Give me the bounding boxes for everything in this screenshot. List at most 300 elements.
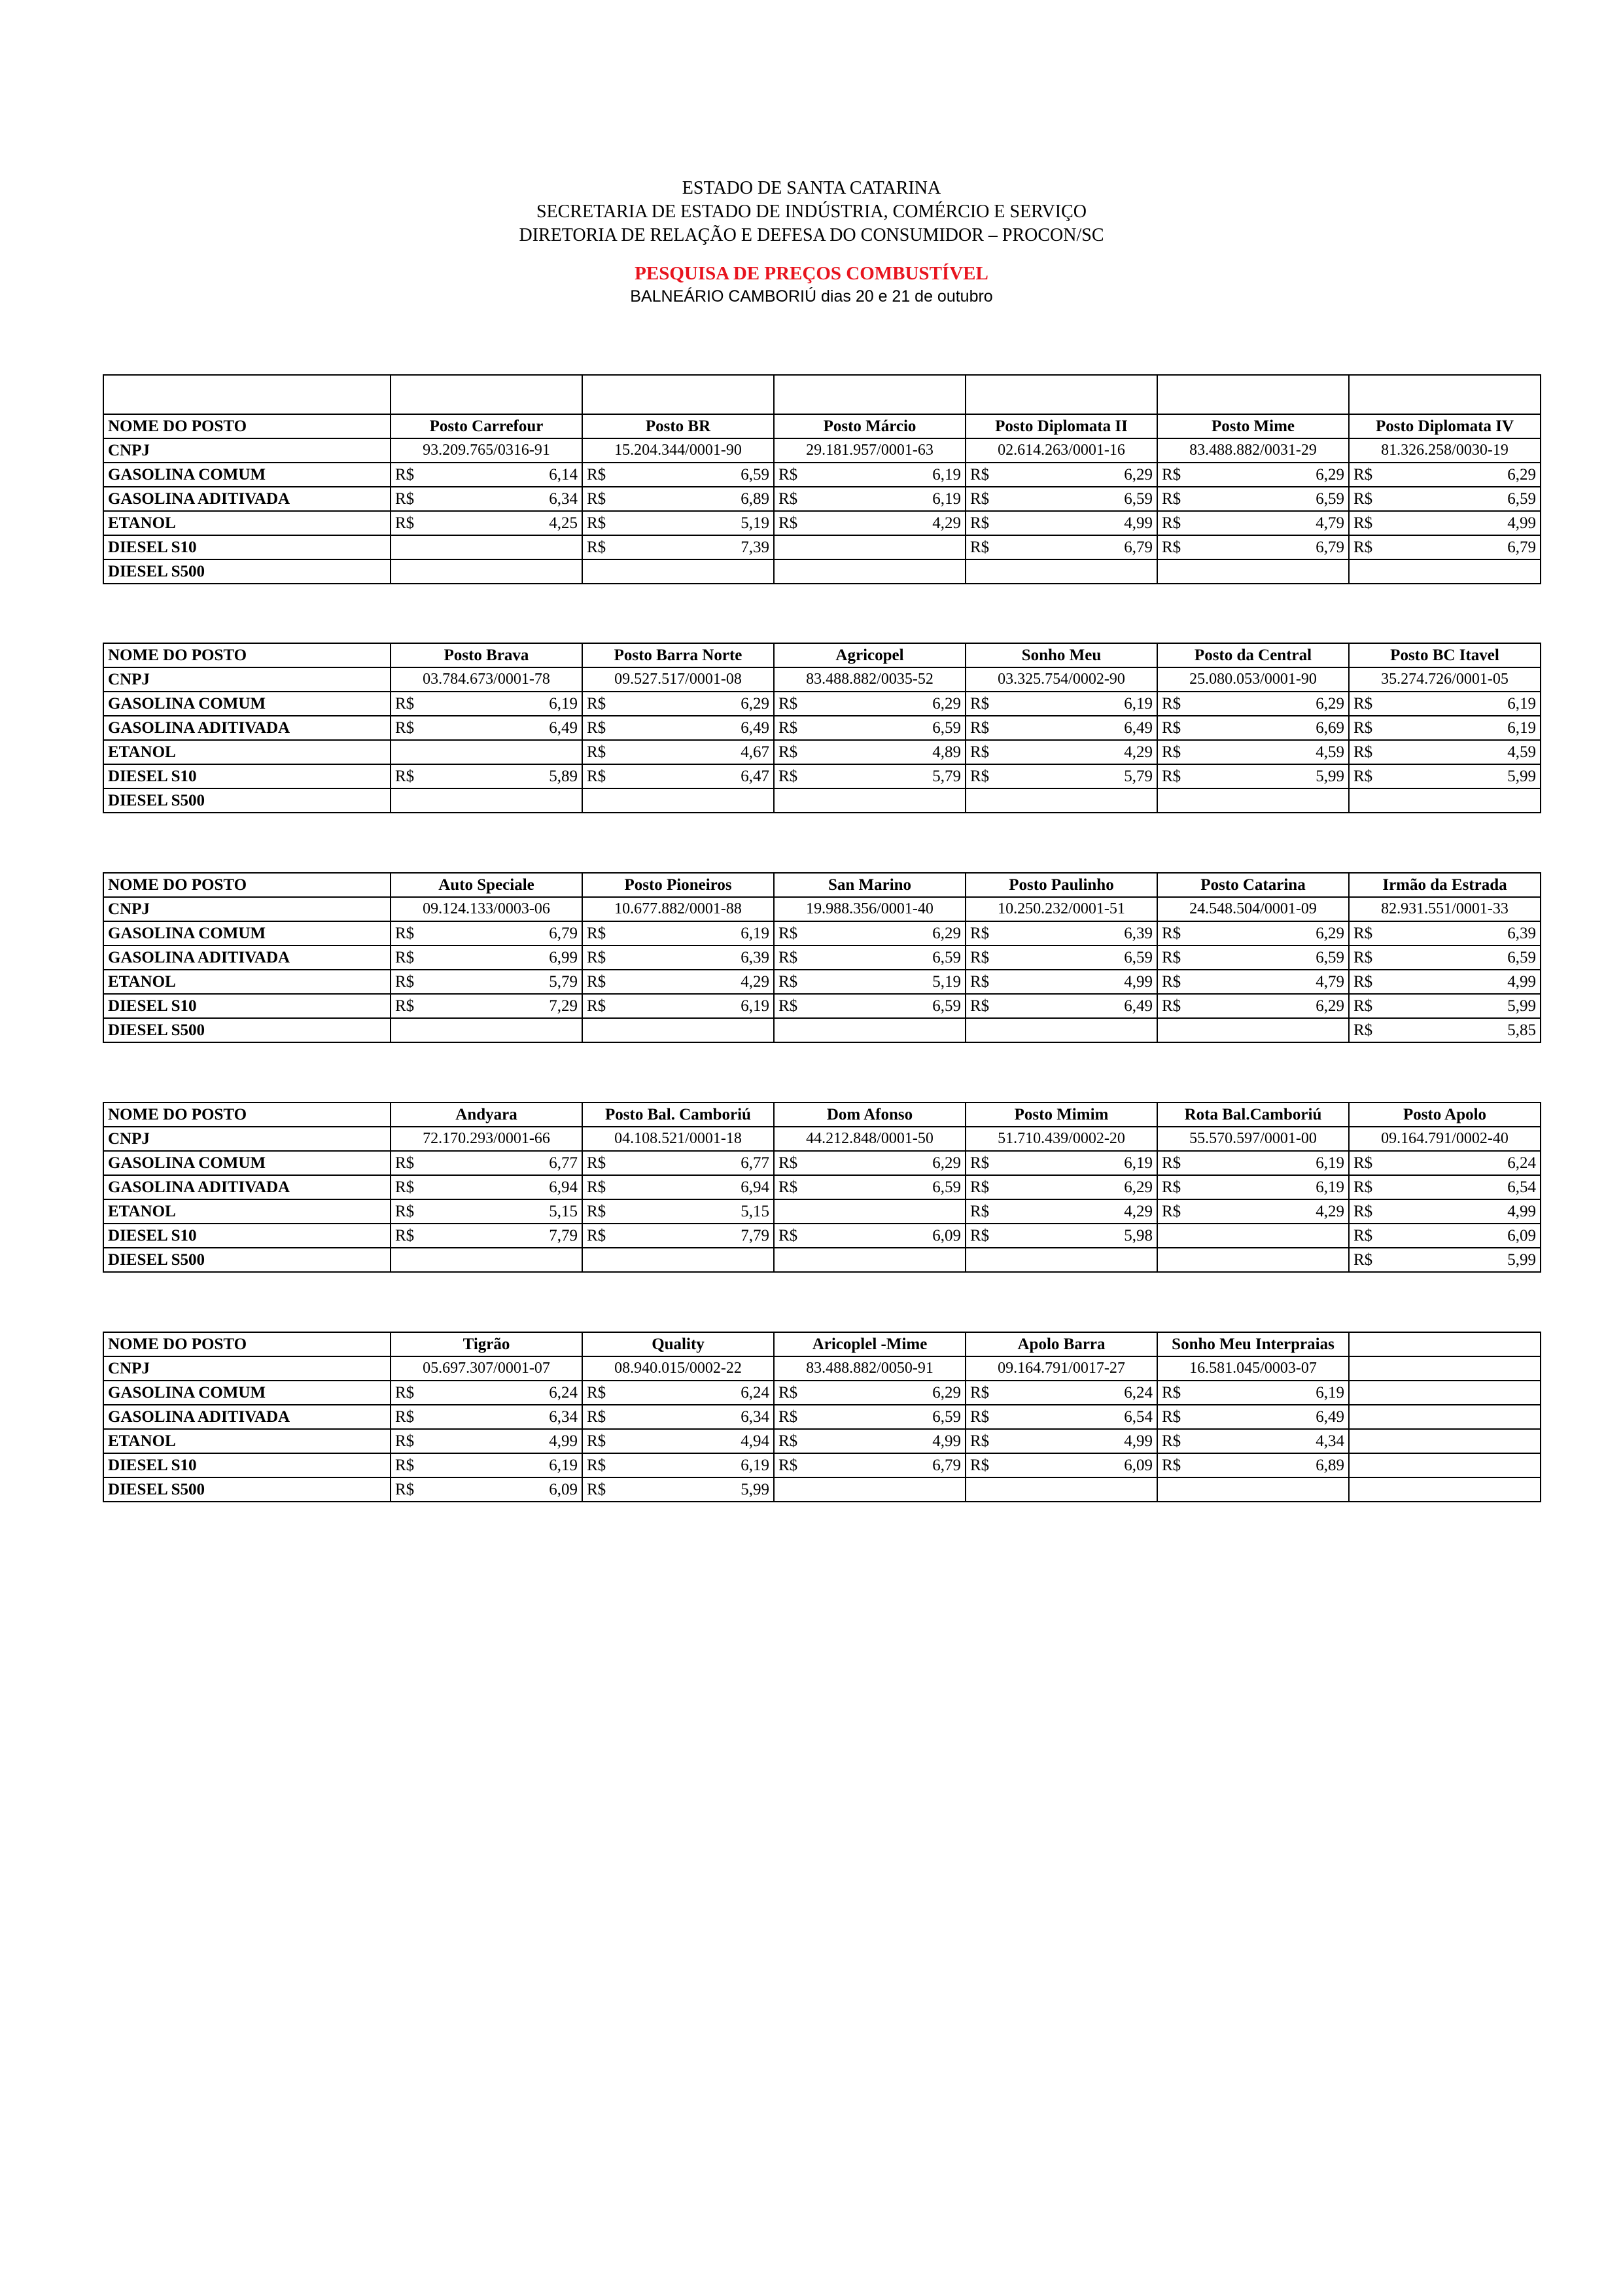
blank-cell [582,375,774,414]
table-row [103,1151,1541,1175]
price-cell [582,1151,774,1175]
station-cnpj: 83.488.882/0035-52 [774,667,966,692]
currency-symbol: R$ [970,924,990,942]
currency-symbol: R$ [970,465,990,484]
price-cell [1157,764,1349,788]
station-cnpj: 81.326.258/0030-19 [1349,438,1541,463]
price-cell [966,740,1157,764]
currency-symbol: R$ [778,1226,798,1245]
station-cnpj: 72.170.293/0001-66 [391,1127,582,1151]
price-cell [391,1018,582,1042]
currency-symbol: R$ [587,489,606,508]
currency-symbol: R$ [778,489,798,508]
price-value: 7,29 [549,997,578,1015]
price-cell [1349,970,1541,994]
currency-symbol: R$ [395,1178,415,1196]
price-value: 6,29 [1316,924,1344,942]
price-value: 4,29 [932,514,961,532]
price-value: 6,89 [741,489,769,508]
currency-symbol: R$ [587,1178,606,1196]
currency-symbol: R$ [970,972,990,991]
price-value: 6,77 [549,1154,578,1172]
currency-symbol: R$ [778,924,798,942]
price-value: 7,39 [741,538,769,556]
price-value: 6,79 [932,1456,961,1474]
currency-symbol: R$ [1353,1178,1373,1196]
price-value: 6,77 [741,1154,769,1172]
table-row [103,945,1541,970]
currency-symbol: R$ [1353,489,1373,508]
row-label: GASOLINA ADITIVADA [103,945,391,970]
document-header [0,177,1623,308]
currency-symbol: R$ [587,997,606,1015]
price-value: 6,79 [1124,538,1153,556]
price-cell [582,1175,774,1199]
price-value: 5,19 [741,514,769,532]
price-cell [1349,487,1541,511]
currency-symbol: R$ [395,924,415,942]
price-cell [391,1453,582,1477]
currency-symbol: R$ [1353,1226,1373,1245]
currency-symbol: R$ [970,538,990,556]
price-cell [582,1224,774,1248]
price-value: 6,39 [741,948,769,966]
station-cnpj: 83.488.882/0031-29 [1157,438,1349,463]
price-value: 6,89 [1316,1456,1344,1474]
price-cell [966,511,1157,535]
price-value: 4,99 [1124,514,1153,532]
price-value: 4,99 [1507,1202,1536,1220]
price-cell [1349,945,1541,970]
row-label: GASOLINA COMUM [103,921,391,945]
price-value: 6,94 [741,1178,769,1196]
currency-symbol: R$ [1162,489,1181,508]
station-name: Posto da Central [1157,643,1349,667]
price-value: 6,19 [1316,1178,1344,1196]
price-table [103,374,1541,584]
price-value: 6,39 [1124,924,1153,942]
price-value: 6,79 [549,924,578,942]
currency-symbol: R$ [778,948,798,966]
row-label: ETANOL [103,740,391,764]
currency-symbol: R$ [1353,948,1373,966]
currency-symbol: R$ [1162,743,1181,761]
currency-symbol: R$ [778,1456,798,1474]
currency-symbol: R$ [587,694,606,713]
price-cell [582,559,774,584]
currency-symbol: R$ [587,767,606,785]
station-name: Posto Diplomata IV [1349,414,1541,438]
row-label: DIESEL S500 [103,559,391,584]
currency-symbol: R$ [587,718,606,737]
currency-symbol: R$ [587,1407,606,1426]
currency-symbol: R$ [970,694,990,713]
price-value: 6,09 [932,1226,961,1245]
table-row [103,740,1541,764]
price-cell [774,716,966,740]
currency-symbol: R$ [1162,997,1181,1015]
station-cnpj: 09.164.791/0002-40 [1349,1127,1541,1151]
price-cell [391,716,582,740]
price-value: 6,19 [932,465,961,484]
table-row [103,692,1541,716]
price-cell [774,559,966,584]
price-cell [582,487,774,511]
row-label: GASOLINA ADITIVADA [103,716,391,740]
price-cell [966,463,1157,487]
price-cell [582,1453,774,1477]
station-cnpj: 10.677.882/0001-88 [582,897,774,921]
currency-symbol: R$ [395,972,415,991]
station-name: Posto Mime [1157,414,1349,438]
price-cell [1157,788,1349,813]
station-cnpj: 25.080.053/0001-90 [1157,667,1349,692]
station-cnpj: 09.527.517/0001-08 [582,667,774,692]
station-name: Posto Brava [391,643,582,667]
header-state: ESTADO DE SANTA CATARINA [682,178,941,198]
table-row [103,1175,1541,1199]
price-value: 6,49 [549,718,578,737]
currency-symbol: R$ [1353,1250,1373,1269]
station-cnpj: 16.581.045/0003-07 [1157,1356,1349,1381]
price-cell [774,764,966,788]
currency-symbol: R$ [970,514,990,532]
currency-symbol: R$ [587,1432,606,1450]
price-value: 6,29 [1507,465,1536,484]
price-value: 6,19 [1316,1383,1344,1402]
row-label: CNPJ [103,1356,391,1381]
price-value: 6,59 [1316,489,1344,508]
currency-symbol: R$ [395,1480,415,1498]
price-cell [1157,1453,1349,1477]
price-value: 6,09 [549,1480,578,1498]
price-value: 6,19 [1124,694,1153,713]
price-value: 5,89 [549,767,578,785]
row-label: CNPJ [103,667,391,692]
price-value: 6,29 [741,694,769,713]
price-value: 6,34 [741,1407,769,1426]
price-cell [966,1224,1157,1248]
table-row [103,1224,1541,1248]
document-subtitle: BALNEÁRIO CAMBORIÚ dias 20 e 21 de outubro [630,287,993,306]
price-cell [582,1477,774,1502]
station-name: Posto Márcio [774,414,966,438]
price-cell [391,1381,582,1405]
price-cell [1157,1199,1349,1224]
price-value: 4,29 [1124,1202,1153,1220]
row-label: DIESEL S500 [103,1248,391,1272]
currency-symbol: R$ [587,743,606,761]
price-cell [582,1248,774,1272]
table-row [103,535,1541,559]
price-cell [1157,559,1349,584]
price-value: 5,99 [1507,997,1536,1015]
blank-cell [1349,375,1541,414]
price-cell [1157,1224,1349,1248]
currency-symbol: R$ [1162,718,1181,737]
station-name: Posto Bal. Camboriú [582,1103,774,1127]
row-label: ETANOL [103,1199,391,1224]
price-value: 5,19 [932,972,961,991]
price-value: 5,79 [932,767,961,785]
currency-symbol: R$ [778,1154,798,1172]
price-cell [1349,1224,1541,1248]
price-cell [966,945,1157,970]
currency-symbol: R$ [1162,694,1181,713]
price-cell [1157,740,1349,764]
station-name: Tigrão [391,1332,582,1356]
price-cell [391,921,582,945]
currency-symbol: R$ [778,1178,798,1196]
price-value: 6,59 [1507,948,1536,966]
currency-symbol: R$ [395,1432,415,1450]
price-cell [774,1175,966,1199]
price-cell [966,994,1157,1018]
station-name: Dom Afonso [774,1103,966,1127]
price-value: 4,99 [932,1432,961,1450]
price-cell [391,945,582,970]
currency-symbol: R$ [778,767,798,785]
blank-cell [391,375,582,414]
currency-symbol: R$ [1162,948,1181,966]
currency-symbol: R$ [395,1202,415,1220]
price-cell [774,1381,966,1405]
currency-symbol: R$ [970,743,990,761]
station-cnpj: 02.614.263/0001-16 [966,438,1157,463]
header-directorate: DIRETORIA DE RELAÇÃO E DEFESA DO CONSUMIDOR – PROCON/SC [519,225,1104,245]
price-cell [774,970,966,994]
currency-symbol: R$ [970,1383,990,1402]
price-cell [391,1248,582,1272]
station-cnpj: 29.181.957/0001-63 [774,438,966,463]
station-cnpj: 44.212.848/0001-50 [774,1127,966,1151]
price-value: 5,99 [1507,1250,1536,1269]
price-cell [1349,1151,1541,1175]
price-value: 6,39 [1507,924,1536,942]
price-cell [1157,692,1349,716]
price-value: 6,29 [932,1383,961,1402]
currency-symbol: R$ [1353,1154,1373,1172]
currency-symbol: R$ [1162,538,1181,556]
station-name: Auto Speciale [391,873,582,897]
currency-symbol: R$ [1353,1202,1373,1220]
table-row [103,994,1541,1018]
currency-symbol: R$ [395,718,415,737]
table-row [103,1018,1541,1042]
table-row [103,921,1541,945]
currency-symbol: R$ [970,1226,990,1245]
price-cell [774,994,966,1018]
currency-symbol: R$ [970,1456,990,1474]
currency-symbol: R$ [1162,514,1181,532]
price-cell [391,1224,582,1248]
currency-symbol: R$ [970,1154,990,1172]
price-cell [966,921,1157,945]
price-table [103,1332,1541,1502]
station-name: Sonho Meu [966,643,1157,667]
price-cell [391,1151,582,1175]
price-cell [582,1018,774,1042]
station-name: Posto Mimim [966,1103,1157,1127]
table-row [103,1453,1541,1477]
price-cell [774,1405,966,1429]
price-cell [774,535,966,559]
currency-symbol: R$ [970,997,990,1015]
price-cell [1157,487,1349,511]
row-label: DIESEL S500 [103,1477,391,1502]
station-name: Andyara [391,1103,582,1127]
price-cell [1157,1429,1349,1453]
station-cnpj: 35.274.726/0001-05 [1349,667,1541,692]
price-value: 6,19 [549,1456,578,1474]
table-row [103,873,1541,897]
station-name: San Marino [774,873,966,897]
price-cell [391,511,582,535]
blank-cell [103,375,391,414]
price-value: 6,09 [1507,1226,1536,1245]
price-cell [391,1429,582,1453]
table-row [103,764,1541,788]
price-value: 6,59 [1124,948,1153,966]
table-row [103,463,1541,487]
price-value: 6,47 [741,767,769,785]
currency-symbol: R$ [1162,1407,1181,1426]
station-name: Posto Diplomata II [966,414,1157,438]
price-cell [1157,1248,1349,1272]
price-value: 6,29 [932,694,961,713]
price-cell [774,1453,966,1477]
price-cell [1349,463,1541,487]
price-value: 6,29 [1316,465,1344,484]
price-cell [582,511,774,535]
price-value: 7,79 [741,1226,769,1245]
price-value: 6,54 [1124,1407,1153,1426]
price-cell [774,487,966,511]
currency-symbol: R$ [1353,1021,1373,1039]
currency-symbol: R$ [587,972,606,991]
price-value: 4,99 [549,1432,578,1450]
price-cell [966,716,1157,740]
price-cell [582,994,774,1018]
currency-symbol: R$ [1162,1456,1181,1474]
row-label: CNPJ [103,897,391,921]
price-cell [1157,1477,1349,1502]
price-value: 5,79 [549,972,578,991]
price-value: 6,19 [549,694,578,713]
price-cell [1157,1018,1349,1042]
row-label: CNPJ [103,1127,391,1151]
price-value: 6,24 [1124,1383,1153,1402]
price-cell [966,764,1157,788]
currency-symbol: R$ [778,997,798,1015]
price-cell [774,1199,966,1224]
price-cell [966,1199,1157,1224]
table-blank-row [103,375,1541,414]
price-value: 6,69 [1316,718,1344,737]
currency-symbol: R$ [395,1226,415,1245]
price-cell [391,970,582,994]
price-cell [1349,1248,1541,1272]
price-cell [582,1405,774,1429]
station-cnpj: 51.710.439/0002-20 [966,1127,1157,1151]
price-cell [1349,994,1541,1018]
price-cell [1157,716,1349,740]
currency-symbol: R$ [395,1154,415,1172]
price-value: 6,59 [932,1178,961,1196]
price-cell [1157,994,1349,1018]
price-value: 5,99 [741,1480,769,1498]
price-cell [391,692,582,716]
station-name: Sonho Meu Interpraias [1157,1332,1349,1356]
row-label: NOME DO POSTO [103,643,391,667]
price-cell [966,559,1157,584]
price-value: 6,19 [1507,694,1536,713]
currency-symbol: R$ [587,948,606,966]
price-value: 5,99 [1316,767,1344,785]
price-cell [966,1175,1157,1199]
currency-symbol: R$ [778,1383,798,1402]
station-name: Posto Apolo [1349,1103,1541,1127]
price-cell [582,788,774,813]
currency-symbol: R$ [395,1456,415,1474]
station-name: Posto Pioneiros [582,873,774,897]
currency-symbol: R$ [395,514,415,532]
currency-symbol: R$ [587,538,606,556]
station-cnpj: 15.204.344/0001-90 [582,438,774,463]
row-label: GASOLINA COMUM [103,1381,391,1405]
price-value: 4,29 [741,972,769,991]
price-value: 6,19 [932,489,961,508]
currency-symbol: R$ [778,1432,798,1450]
currency-symbol: R$ [778,514,798,532]
currency-symbol: R$ [1353,997,1373,1015]
price-cell [391,788,582,813]
station-cnpj: 09.124.133/0003-06 [391,897,582,921]
price-cell [1349,921,1541,945]
table-row [103,414,1541,438]
price-value: 6,34 [549,489,578,508]
price-value: 6,19 [1124,1154,1153,1172]
currency-symbol: R$ [970,489,990,508]
table-row [103,643,1541,667]
currency-symbol: R$ [970,1432,990,1450]
price-cell [774,692,966,716]
price-cell [391,1477,582,1502]
currency-symbol: R$ [970,948,990,966]
price-value: 4,59 [1507,743,1536,761]
row-label: NOME DO POSTO [103,414,391,438]
price-value: 6,49 [1124,997,1153,1015]
table-row [103,1103,1541,1127]
price-value: 4,29 [1316,1202,1344,1220]
price-cell [582,1429,774,1453]
price-cell [391,559,582,584]
table-row [103,438,1541,463]
price-value: 6,29 [1124,465,1153,484]
price-value: 6,54 [1507,1178,1536,1196]
price-cell [966,1248,1157,1272]
station-name: Posto Carrefour [391,414,582,438]
currency-symbol: R$ [778,694,798,713]
station-name: Agricopel [774,643,966,667]
price-cell [966,970,1157,994]
station-name [1349,1332,1541,1356]
price-cell [1349,764,1541,788]
price-cell [774,1224,966,1248]
currency-symbol: R$ [1353,538,1373,556]
table-row [103,897,1541,921]
price-value: 6,34 [549,1407,578,1426]
